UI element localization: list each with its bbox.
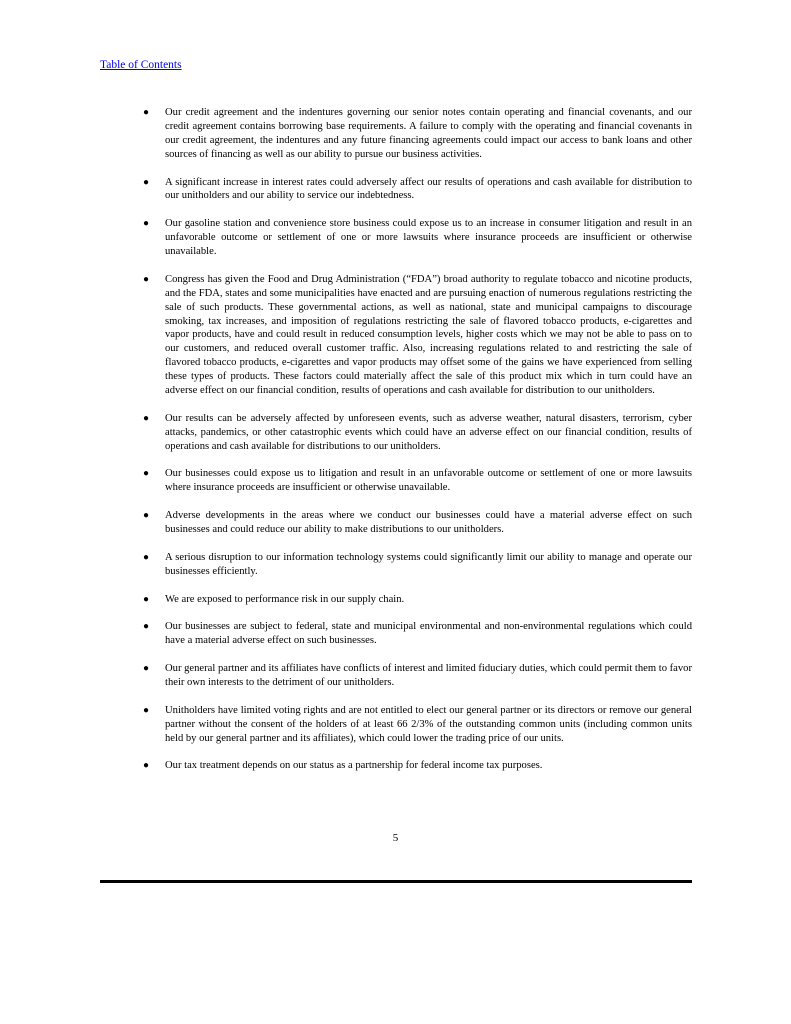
list-item-text: Unitholders have limited voting rights and are not entitled to elect our general partner or its directors or remove our general partner without the consent of the holders of at least 66 2/3% of the outstanding common units (including common units held by our general partner and its affiliates), which could lower the trading price of our units.	[165, 704, 692, 744]
bullet-icon: ●	[143, 593, 150, 605]
bullet-icon: ●	[143, 551, 150, 563]
bullet-icon: ●	[143, 760, 150, 772]
risk-factor-list	[140, 106, 692, 787]
bullet-icon: ●	[143, 663, 150, 675]
list-item-text: Adverse developments in the areas where we conduct our businesses could have a material adverse effect on such businesses and could reduce our ability to make distributions to our unitholders.	[165, 510, 692, 536]
list-item	[140, 467, 692, 495]
list-item	[140, 412, 692, 454]
bullet-icon: ●	[143, 704, 150, 716]
bullet-icon: ●	[143, 218, 150, 230]
list-item	[140, 662, 692, 690]
bullet-icon: ●	[143, 621, 150, 633]
list-item-text: Our credit agreement and the indentures governing our senior notes contain operating and financial covenants, and our credit agreement contains borrowing base requirements. A failure to comply with the operating and financial covenants in our credit agreement, the indentures and any future financing agreements could impact our access to bank loans and other sources of financing as well as our ability to pursue our business activities.	[165, 107, 692, 160]
list-item-text: A significant increase in interest rates could adversely affect our results of operations and cash available for distribution to our unitholders and our ability to service our indebtedness.	[165, 176, 692, 202]
list-item	[140, 509, 692, 537]
bullet-icon: ●	[143, 468, 150, 480]
list-item-text: Our gasoline station and convenience store business could expose us to an increase in consumer litigation and result in an unfavorable outcome or settlement of one or more lawsuits where insurance proceeds are insufficient or otherwise unavailable.	[165, 218, 692, 258]
bullet-icon: ●	[143, 412, 150, 424]
bullet-icon: ●	[143, 107, 150, 118]
list-item	[140, 620, 692, 648]
list-item-text: A serious disruption to our information technology systems could significantly limit our ability to manage and operate our businesses efficiently.	[165, 551, 692, 577]
list-item-text: Our results can be adversely affected by unforeseen events, such as adverse weather, natural disasters, terrorism, cyber attacks, pandemics, or other catastrophic events which could have an adverse effect on our financial condition, results of operations and cash available for distributions to our unitholders.	[165, 412, 692, 452]
list-item-text: Our tax treatment depends on our status as a partnership for federal income tax purposes.	[165, 760, 543, 772]
page-number: 5	[392, 832, 399, 844]
list-item	[140, 106, 692, 162]
bullet-icon: ●	[143, 176, 150, 188]
page-divider	[100, 880, 692, 883]
list-item-text: Our general partner and its affiliates have conflicts of interest and limited fiduciary duties, which could permit them to favor their own interests to the detriment of our unitholders.	[165, 663, 692, 688]
list-item	[140, 704, 692, 746]
list-item-text: Our businesses could expose us to litigation and result in an unfavorable outcome or settlement of one or more lawsuits where insurance proceeds are insufficient or otherwise unavailable.	[165, 468, 692, 494]
list-item	[140, 217, 692, 259]
list-item-text: We are exposed to performance risk in our supply chain.	[165, 593, 405, 605]
list-item	[140, 759, 692, 773]
table-of-contents-link[interactable]: Table of Contents	[100, 59, 182, 71]
list-item-text: Our businesses are subject to federal, state and municipal environmental and non-environmental regulations which could have a material adverse effect on such businesses.	[165, 621, 692, 647]
bullet-icon: ●	[143, 273, 150, 285]
list-item-text: Congress has given the Food and Drug Administration (“FDA”) broad authority to regulate tobacco and nicotine products, and the FDA, states and some municipalities have enacted and are pursuing enaction of numerous regulations restricting the sale of such products. These governmental actions, as well as national, state and municipal campaigns to discourage smoking, tax increases, and imposition of regulations restricting the sale of flavored tobacco products, e-cigarettes and vapor products, have and could result in reduced consumption levels, higher costs which we may not be able to pass on to our customers, and reduced overall customer traffic. Also, increasing regulations related to and restricting the sale of flavored tobacco products, e-cigarettes and vapor products may offset some of the gains we have experienced from selling these types of products. These factors could materially affect the sale of this product mix which in turn could have an adverse effect on our financial condition, results of operations and cash available for distribution to our unitholders.	[165, 273, 692, 397]
bullet-icon: ●	[143, 510, 150, 522]
list-item	[140, 593, 692, 607]
list-item	[140, 551, 692, 579]
list-item	[140, 176, 692, 204]
list-item	[140, 273, 692, 398]
